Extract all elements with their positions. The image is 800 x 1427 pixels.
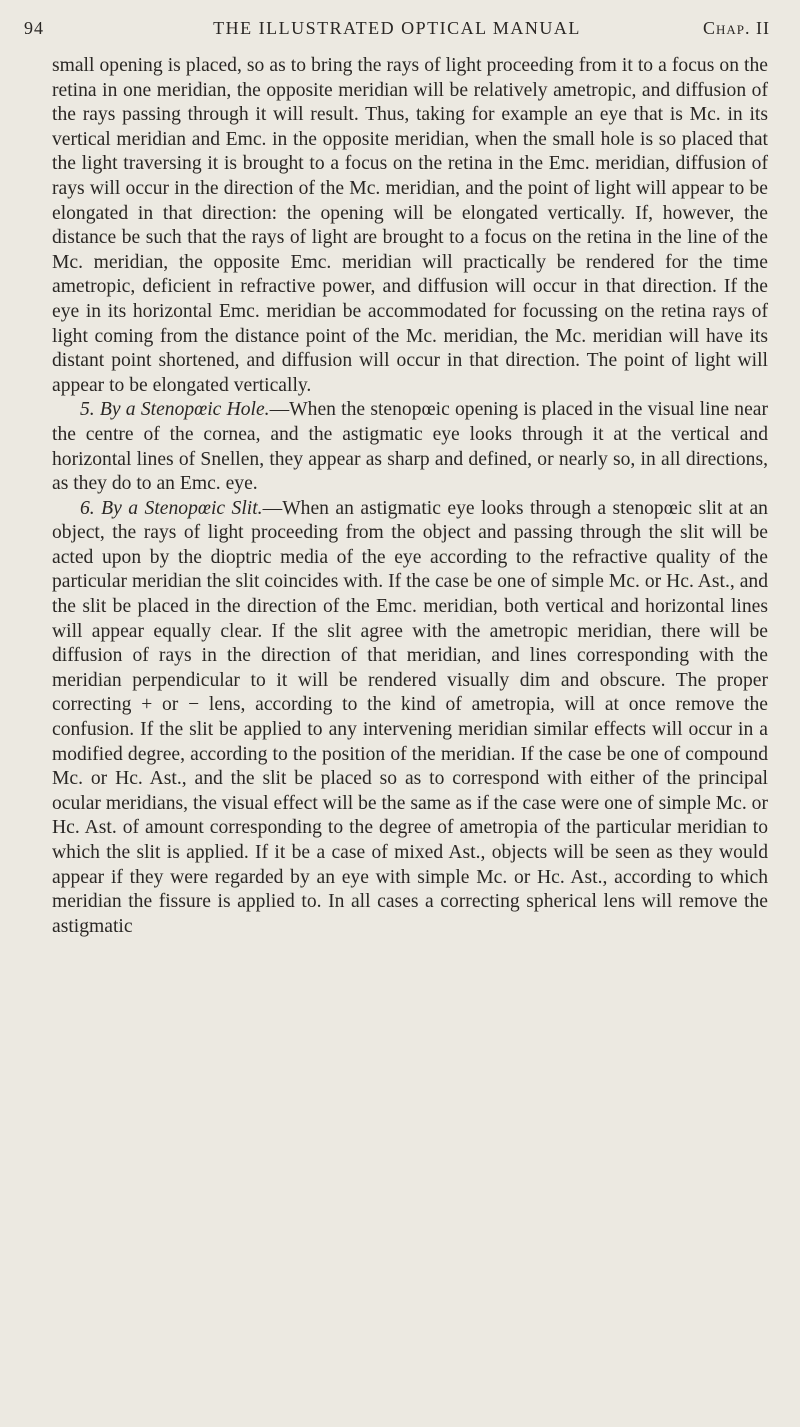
- chapter-label: Chap. II: [702, 18, 770, 38]
- paragraph: [52, 54, 768, 398]
- paragraph-heading: 6. By a Stenopœic Slit.: [80, 497, 263, 519]
- paragraph-text: —When an astigmatic eye looks through a stenopœic slit at an object, the rays of light proceeding from the object and passing through the slit will be acted upon by the dioptric media of the eye according to the refractive quality of the particular meridian the slit coincides with. If the case be one of simple Mc. or Hc. Ast., and the slit be placed in the direction of the Emc. meridian, both vertical and horizontal lines will appear equally clear. If the slit agree with the ametropic meridian, there will be diffusion of rays in the direction of that meridian, and lines corresponding with the meridian perpendicular to it will be rendered visually dim and obscure. The proper correcting + or − lens, according to the kind of ametropia, will at once remove the confusion. If the slit be applied to any intervening meridian similar effects will occur in a modified degree, according to the position of the meridian. If the case be one of compound Mc. or Hc. Ast., and the slit be placed so as to correspond with either of the principal ocular meridians, the visual effect will be the same as if the case were one of simple Mc. or Hc. Ast. of amount corresponding to the degree of ametropia of the particular meridian to which the slit is applied. If it be a case of mixed Ast., objects will be seen as they would appear if they were regarded by an eye with simple Mc. or Hc. Ast., according to which meridian the fissure is applied to. In all cases a correcting spherical lens will remove the astigmatic: [52, 497, 768, 937]
- running-header: [24, 18, 770, 48]
- paragraph-text: —When the stenopœic opening is placed in the visual line near the centre of the cornea, and the astigmatic eye looks through it at the vertical and horizontal lines of Snellen, they appear as sharp and defined, or nearly so, in all directions, as they do to an Emc. eye.: [52, 399, 768, 495]
- running-title: THE ILLUSTRATED OPTICAL MANUAL: [213, 18, 581, 38]
- paragraph: [52, 398, 768, 496]
- paragraph-text: small opening is placed, so as to bring the rays of light proceeding from it to a focus on the retina in one meridian, the opposite meridian will be relatively ametropic, and diffusion of the rays passing through it will result. Thus, taking for example an eye that is Mc. in its vertical meridian and Emc. in the opposite meridian, when the small hole is so placed that the light traversing it is brought to a focus on the retina in the Emc. meridian, diffusion of rays will occur in the direction of the Mc. meridian, and the point of light will appear to be elongated in that direction: the opening will be elongated vertically. If, however, the distance be such that the rays of light are brought to a focus on the retina in the line of the Mc. meridian, the opposite Emc. meridian will practically be rendered for the time ametropic, deficient in refractive power, and diffusion will occur in that direction. If the eye in its horizontal Emc. meridian be accommodated for focussing on the retina rays of light coming from the distance point of the Mc. meridian, the Mc. meridian will have its distant point shortened, and diffusion will occur in that direction. The point of light will appear to be elongated vertically.: [52, 55, 768, 396]
- paragraph-heading: 5. By a Stenopœic Hole.: [80, 399, 270, 421]
- paragraph: [52, 497, 768, 940]
- page-number: 94: [24, 18, 44, 38]
- page-body: [52, 54, 768, 939]
